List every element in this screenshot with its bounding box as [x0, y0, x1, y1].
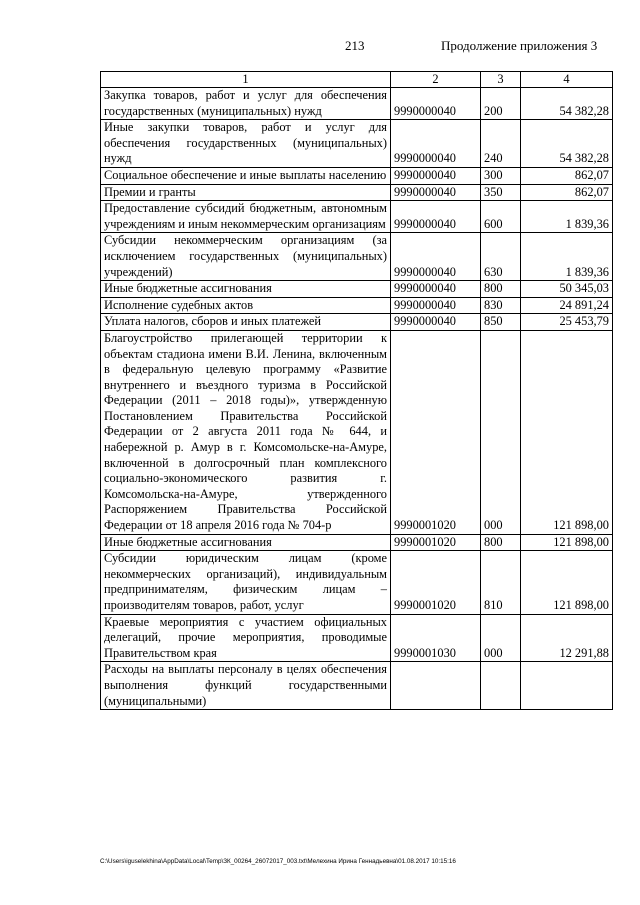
row-code: 9990001020 [391, 330, 481, 534]
row-code: 9990001030 [391, 614, 481, 662]
row-name: Благоустройство прилегающей территории к объектам стадиона имени В.И. Ленина, включенным в федеральную целевую программу «Развитие внутреннего и въездного туризма в Российской Федерации (2011 – 2018 годы)», утвержденную Постановлением Правительства Российской Федерации от 2 августа 2011 года № 644, и набережной р. Амур в г. Комсомольске-на-Амуре, включенной в долгосрочный план комплексного социально-экономического развития г. Комсомольска-на-Амуре, утвержденного Распоряжением Правительства Российской Федерации от 18 апреля 2016 года № 704-р [101, 330, 391, 534]
table-row [101, 120, 613, 168]
row-name: Предоставление субсидий бюджетным, автономным учреждениям и иным некоммерческим организациям [101, 201, 391, 233]
row-name: Уплата налогов, сборов и иных платежей [101, 314, 391, 331]
column-header: 4 [521, 72, 613, 88]
row-vr: 600 [481, 201, 521, 233]
row-code: 9990000040 [391, 88, 481, 120]
continuation-label: Продолжение приложения 3 [441, 38, 598, 53]
row-sum: 121 898,00 [521, 551, 613, 614]
row-vr: 240 [481, 120, 521, 168]
row-name: Закупка товаров, работ и услуг для обеспечения государственных (муниципальных) нужд [101, 88, 391, 120]
table-row [101, 233, 613, 281]
row-sum: 50 345,03 [521, 281, 613, 298]
row-name: Исполнение судебных актов [101, 297, 391, 314]
row-sum: 862,07 [521, 184, 613, 201]
row-vr: 000 [481, 330, 521, 534]
row-name: Субсидии юридическим лицам (кроме некоммерческих организаций), индивидуальным предпринимателям, физическим лицам – производителям товаров, работ, услуг [101, 551, 391, 614]
row-vr: 850 [481, 314, 521, 331]
row-name: Краевые мероприятия с участием официальных делегаций, прочие мероприятия, проводимые Правительством края [101, 614, 391, 662]
row-name: Иные закупки товаров, работ и услуг для обеспечения государственных (муниципальных) нужд [101, 120, 391, 168]
row-sum: 25 453,79 [521, 314, 613, 331]
row-code: 9990000040 [391, 201, 481, 233]
row-code: 9990000040 [391, 184, 481, 201]
row-sum: 24 891,24 [521, 297, 613, 314]
table-row [101, 184, 613, 201]
table-row [101, 662, 613, 710]
document-footer-path: C:\Users\iguselekhina\AppData\Local\Temp\ЗК_00264_26072017_003.txt\Мелехина Ирина Геннадьевна\01.08.2017 10:15:16 [100, 858, 456, 865]
column-header: 2 [391, 72, 481, 88]
row-code: 9990000040 [391, 167, 481, 184]
table-row [101, 614, 613, 662]
row-vr: 350 [481, 184, 521, 201]
row-code: 9990000040 [391, 297, 481, 314]
table-row [101, 534, 613, 551]
row-vr: 000 [481, 614, 521, 662]
row-code: 9990000040 [391, 120, 481, 168]
table-row [101, 88, 613, 120]
row-name: Премии и гранты [101, 184, 391, 201]
row-vr: 300 [481, 167, 521, 184]
row-vr: 200 [481, 88, 521, 120]
column-header: 3 [481, 72, 521, 88]
row-vr: 810 [481, 551, 521, 614]
row-vr: 800 [481, 534, 521, 551]
row-name: Субсидии некоммерческим организациям (за исключением государственных (муниципальных) учреждений) [101, 233, 391, 281]
table-row [101, 167, 613, 184]
table-row [101, 314, 613, 331]
row-code [391, 662, 481, 710]
row-sum: 862,07 [521, 167, 613, 184]
table-row [101, 297, 613, 314]
row-sum: 54 382,28 [521, 88, 613, 120]
row-code: 9990001020 [391, 534, 481, 551]
column-header: 1 [101, 72, 391, 88]
table-header-row [101, 72, 613, 88]
row-vr: 800 [481, 281, 521, 298]
row-name: Иные бюджетные ассигнования [101, 281, 391, 298]
row-vr [481, 662, 521, 710]
row-code: 9990001020 [391, 551, 481, 614]
row-code: 9990000040 [391, 233, 481, 281]
row-sum [521, 662, 613, 710]
row-code: 9990000040 [391, 281, 481, 298]
row-sum: 1 839,36 [521, 233, 613, 281]
budget-table [100, 71, 613, 710]
row-vr: 630 [481, 233, 521, 281]
row-name: Расходы на выплаты персоналу в целях обеспечения выполнения функций государственными (муниципальными) [101, 662, 391, 710]
row-name: Иные бюджетные ассигнования [101, 534, 391, 551]
row-sum: 121 898,00 [521, 534, 613, 551]
table-row [101, 201, 613, 233]
row-code: 9990000040 [391, 314, 481, 331]
page-number: 213 [345, 38, 365, 53]
row-vr: 830 [481, 297, 521, 314]
row-name: Социальное обеспечение и иные выплаты населению [101, 167, 391, 184]
row-sum: 121 898,00 [521, 330, 613, 534]
row-sum: 54 382,28 [521, 120, 613, 168]
row-sum: 1 839,36 [521, 201, 613, 233]
table-row [101, 330, 613, 534]
table-row [101, 281, 613, 298]
row-sum: 12 291,88 [521, 614, 613, 662]
table-row [101, 551, 613, 614]
